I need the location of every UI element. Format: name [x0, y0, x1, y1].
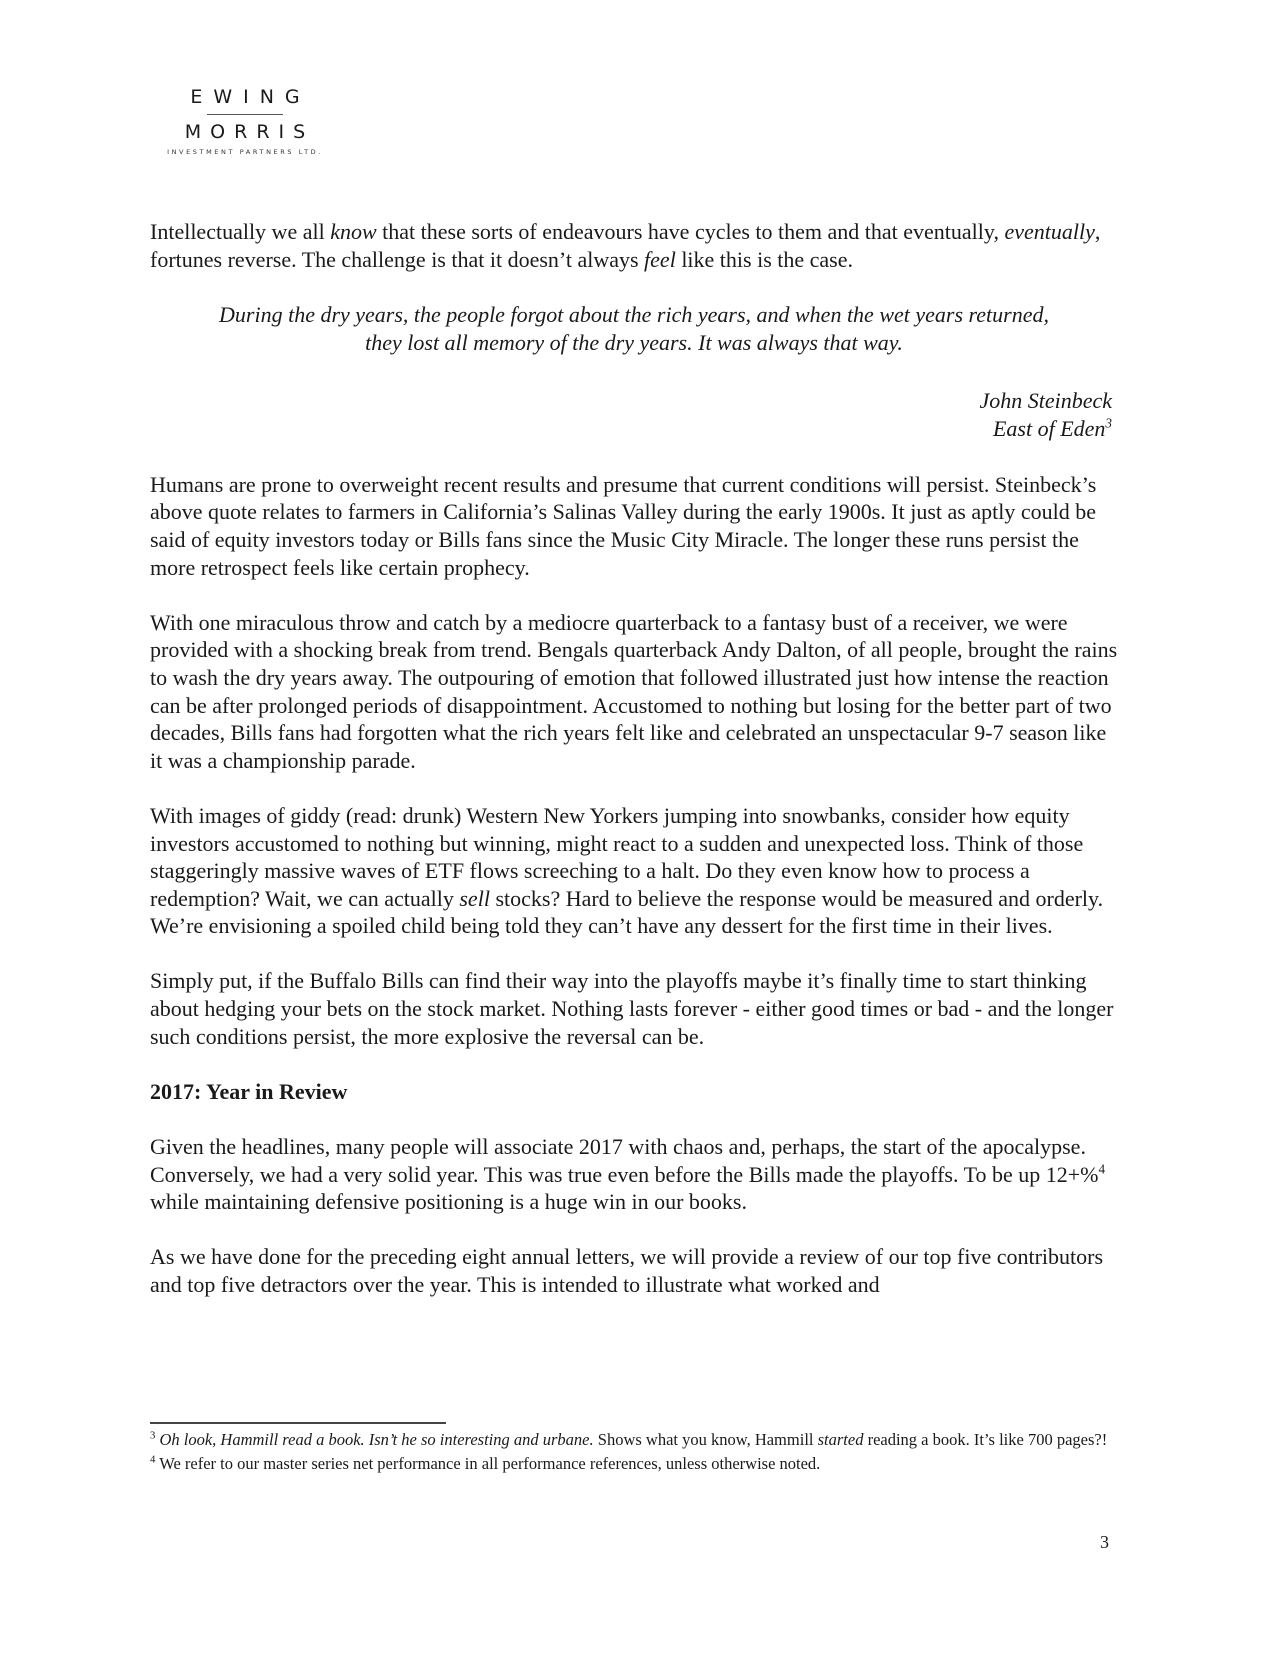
footnote-4: $^4$ We refer to our master series net performance in all performance references, unless otherwise noted.	[150, 1453, 821, 1473]
emphasis-sell: sell	[459, 885, 490, 911]
logo-ewing: EWING	[190, 86, 311, 108]
paragraph-miraculous-throw: With one miraculous throw and catch by a mediocre quarterback to a fantasy bust of a receiver, we were provided with a shocking break from trend. Bengals quarterback Andy Dalton, of all people, brought the rains to wash the dry years away. The outpouring of emotion that followed illustrated just how intense the reaction can be after prolonged periods of disappointment. Accustomed to nothing but losing for the better part of two decades, Bills fans had forgotten what the rich years felt like and celebrated an unspectacular 9-7 season like it was a championship parade.	[150, 609, 1118, 773]
quote-line-1: During the dry years, the people forgot about the rich years, and when the wet years returned,	[219, 301, 1049, 327]
logo-divider	[207, 114, 283, 115]
emphasis-know: know	[330, 219, 377, 244]
section-heading: 2017: Year in Review	[150, 1078, 348, 1104]
paragraph-giddy-investors: With images of giddy (read: drunk) Western New Yorkers jumping into snowbanks, consider how equity investors accustomed to nothing but winning, might react to a sudden and unexpected loss. Think of those staggeringly massive waves of ETF flows screeching to a halt. Do they even know how to process a redemption? Wait, we can actually sell stocks? Hard to believe the response would be measured and orderly. We’re envisioning a spoiled child being told they can’t have any dessert for the first time in their lives.	[150, 802, 1104, 939]
company-logo	[160, 86, 330, 157]
attribution-author: John Steinbeck	[979, 387, 1112, 413]
emphasis-feel: feel	[644, 246, 676, 272]
footnote-ref-3[interactable]: 3	[1105, 415, 1112, 431]
paragraph-annual-letters: As we have done for the preceding eight annual letters, we will provide a review of our top five contributors and top five detractors over the year. This is intended to illustrate what worked and	[150, 1244, 1104, 1297]
page-number: 3	[1100, 1532, 1109, 1552]
footnotes	[150, 1428, 1118, 1476]
quote-attribution	[150, 387, 1118, 443]
paragraph-humans: Humans are prone to overweight recent results and presume that current conditions will persist. Steinbeck’s above quote relates to farmers in California’s Salinas Valley during the early 1900s. It just as aptly could be said of equity investors today or Bills fans since the Music City Miracle. The longer these runs persist the more retrospect feels like certain prophecy.	[150, 471, 1097, 580]
paragraph-simply-put: Simply put, if the Buffalo Bills can find their way into the playoffs maybe it’s finally time to start thinking about hedging your bets on the stock market. Nothing lasts forever - either good times or bad - and the longer such conditions persist, the more explosive the reversal can be.	[150, 968, 1114, 1049]
quote-line-2: they lost all memory of the dry years. It was always that way.	[365, 329, 903, 355]
attribution-work: East of Eden$^3$	[992, 415, 1112, 441]
letter-body	[150, 218, 1118, 1326]
block-quote	[150, 301, 1118, 357]
paragraph-intro: Intellectually we all know that these sorts of endeavours have cycles to them and that eventually, eventually, fortunes reverse. The challenge is that it doesn’t always feel like this is the case.	[150, 219, 1101, 272]
footnote-divider	[150, 1422, 446, 1424]
footnote-ref-4[interactable]: 4	[1098, 1161, 1106, 1177]
emphasis-eventually: eventually	[1004, 219, 1095, 244]
logo-subtitle: INVESTMENT PARTNERS LTD.	[167, 148, 323, 156]
logo-morris: MORRIS	[184, 121, 315, 143]
paragraph-headlines: Given the headlines, many people will associate 2017 with chaos and, perhaps, the start of the apocalypse. Conversely, we had a very solid year. This was true even before the Bills made the playoffs. To be up 12+%$^4$ while maintaining defensive positioning is a huge win in our books.	[150, 1134, 1106, 1215]
footnote-3: $^3$ Oh look, Hammill read a book. Isn’t he so interesting and urbane. Shows what you know, Hammill started reading a book. It’s like 700 pages?!	[150, 1429, 1108, 1449]
